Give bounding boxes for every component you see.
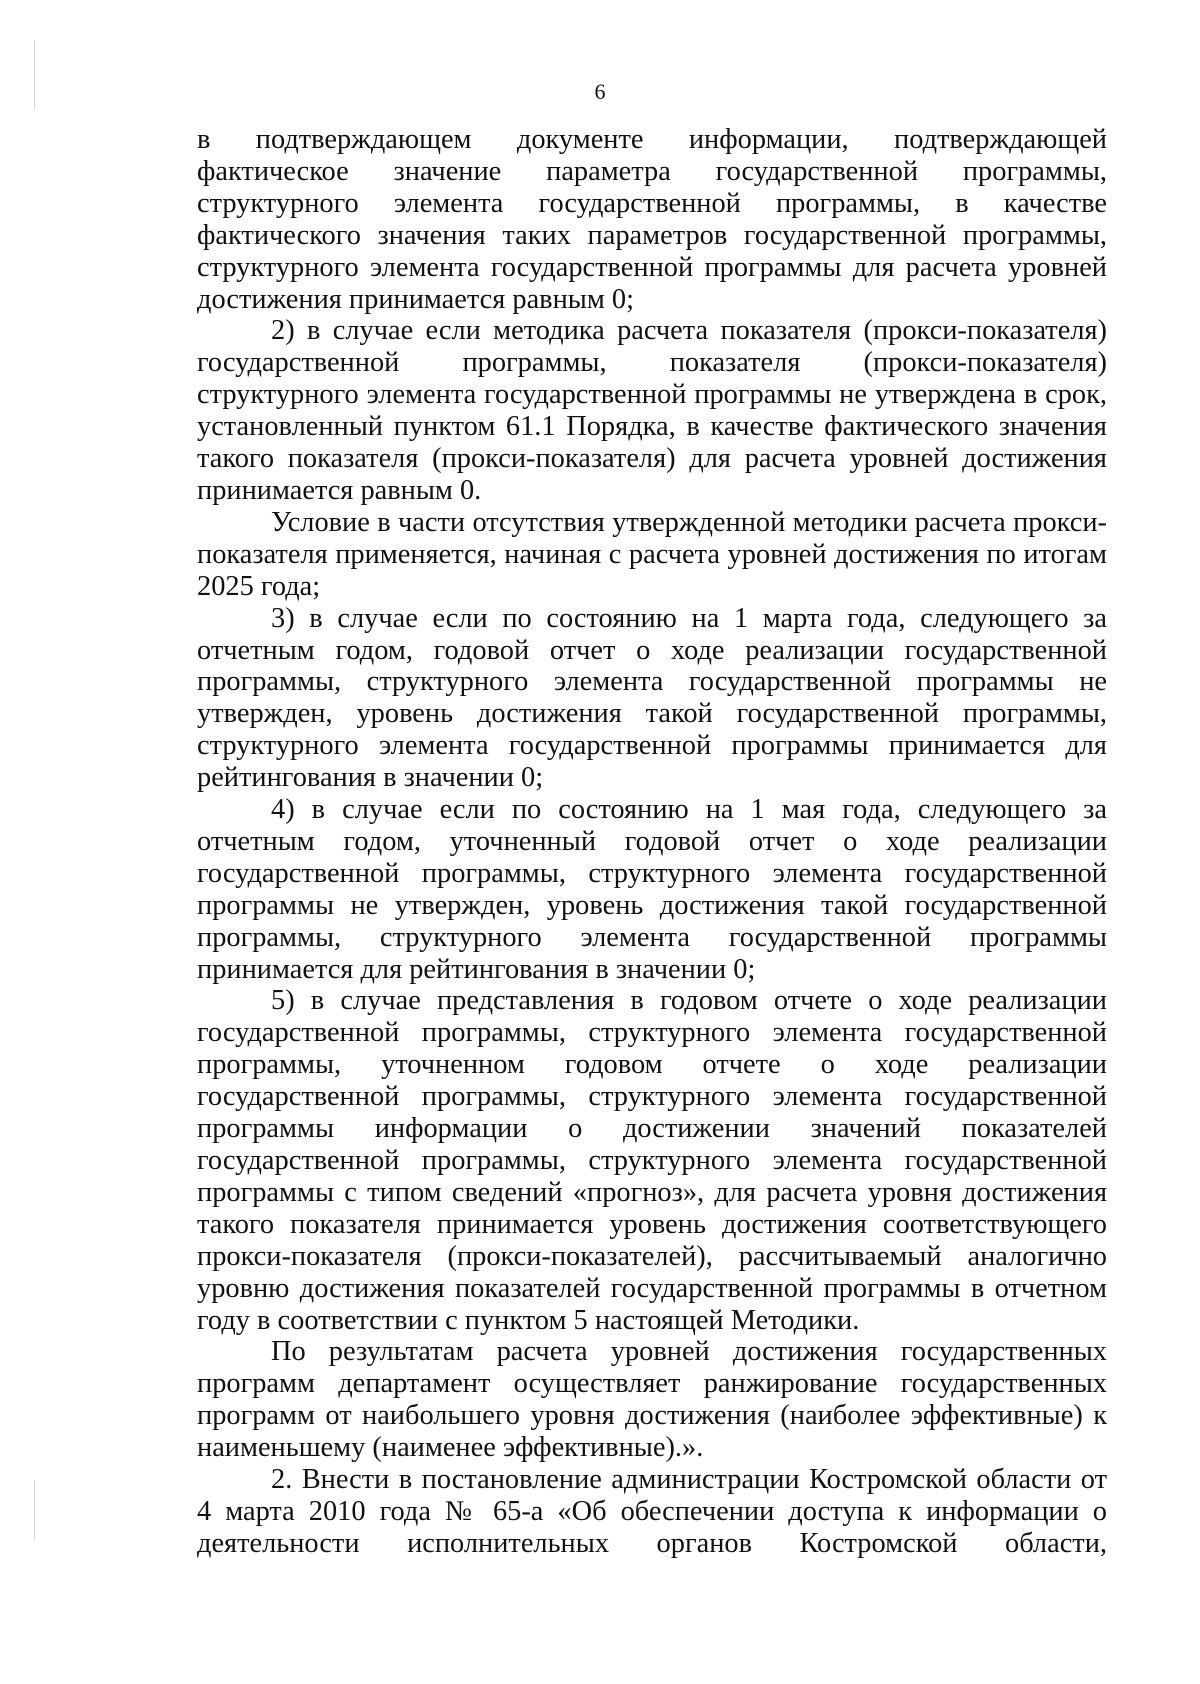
paragraph-item-3: 3) в случае если по состоянию на 1 марта года, следующего за отчетным годом, годовой отчет о ходе реализации государственной программы, структурного элемента государственной программы не утвержден, уровень достижения такой государственной программы, структурного элемента государственной программы принимается для рейтингования в значении 0;: [197, 602, 1107, 794]
paragraph-continuation: в подтверждающем документе информации, подтверждающей фактическое значение параметра государственной программы, структурного элемента государственной программы, в качестве фактического значения таких параметров государственной программы, структурного элемента государственной программы для расчета уровней достижения принимается равным 0;: [197, 124, 1107, 315]
document-body: [197, 124, 1107, 1560]
paragraph-item-4: 4) в случае если по состоянию на 1 мая года, следующего за отчетным годом, уточненный годовой отчет о ходе реализации государственной программы, структурного элемента государственной программы не утвержден, уровень достижения такой государственной программы, структурного элемента государственной программы принимается для рейтингования в значении 0;: [197, 794, 1107, 985]
paragraph-condition-note: Условие в части отсутствия утвержденной методики расчета прокси-показателя применяется, начиная с расчета уровней достижения по итогам 2025 года;: [197, 506, 1107, 602]
paragraph-ranking: По результатам расчета уровней достижения государственных программ департамент осуществляет ранжирование государственных программ от наибольшего уровня достижения (наиболее эффективные) к наименьшему (наименее эффективные).».: [197, 1336, 1107, 1464]
paragraph-section-2: 2. Внести в постановление администрации Костромской области от 4 марта 2010 года № 65-а «Об обеспечении доступа к информации о деятельности исполнительных органов Костромской области,: [197, 1464, 1107, 1559]
page-number: 6: [594, 79, 606, 104]
paragraph-item-2: 2) в случае если методика расчета показателя (прокси-показателя) государственной программы, показателя (прокси-показателя) структурного элемента государственной программы не утверждена в срок, установленный пунктом 61.1 Порядка, в качестве фактического значения такого показателя (прокси-показателя) для расчета уровней достижения принимается равным 0.: [197, 315, 1107, 506]
paragraph-item-5: 5) в случае представления в годовом отчете о ходе реализации государственной программы, структурного элемента государственной программы, уточненном годовом отчете о ходе реализации государственной программы, структурного элемента государственной программы информации о достижении значений показателей государственной программы, структурного элемента государственной программы с типом сведений «прогноз», для расчета уровня достижения такого показателя принимается уровень достижения соответствующего прокси-показателя (прокси-показателей), рассчитываемый аналогично уровню достижения показателей государственной программы в отчетном году в соответствии с пунктом 5 настоящей Методики.: [197, 985, 1107, 1336]
scan-margin-line: [34, 1480, 35, 1540]
